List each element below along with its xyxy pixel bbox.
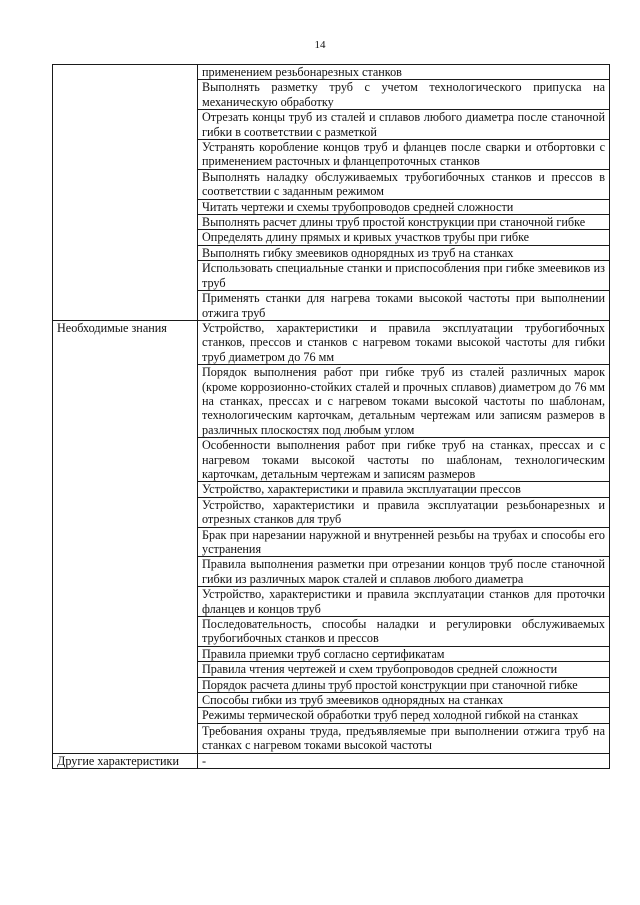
- other-label-cell: Другие характеристики: [53, 753, 198, 768]
- requirement-item: Порядок расчета длины труб простой конструкции при станочной гибке: [198, 677, 610, 692]
- requirement-item: Устройство, характеристики и правила эксплуатации резьбонарезных и отрезных станков для труб: [198, 497, 610, 527]
- knowledge-label-cell: Необходимые знания: [53, 320, 198, 753]
- requirement-item: Выполнять расчет длины труб простой конструкции при станочной гибке: [198, 215, 610, 230]
- requirement-item: Применять станки для нагрева токами высокой частоты при выполнении отжига труб: [198, 291, 610, 321]
- requirement-item: Способы гибки из труб змеевиков однорядных на станках: [198, 693, 610, 708]
- requirement-item: Выполнять разметку труб с учетом технологического припуска на механическую обработку: [198, 80, 610, 110]
- requirement-item: Использовать специальные станки и приспособления при гибке змеевиков из труб: [198, 261, 610, 291]
- skills-label-cell: [53, 65, 198, 321]
- table-row: [53, 320, 610, 364]
- requirement-item: Последовательность, способы наладки и регулировки обслуживаемых трубогибочных станков и прессов: [198, 617, 610, 647]
- requirement-item: Устройство, характеристики и правила эксплуатации прессов: [198, 482, 610, 497]
- requirement-item: Читать чертежи и схемы трубопроводов средней сложности: [198, 199, 610, 214]
- table-row: [53, 65, 610, 80]
- requirement-item: Правила выполнения разметки при отрезании концов труб после станочной гибки из различных марок сталей и сплавов любого диаметра: [198, 557, 610, 587]
- requirement-item: Режимы термической обработки труб перед холодной гибкой на станках: [198, 708, 610, 723]
- requirement-item: Порядок выполнения работ при гибке труб из сталей различных марок (кроме коррозионно-стойких сталей и прочных сплавов) диаметром до 76 мм на станках, прессах и с нагревом токами высокой частоты по шаблонам, технологическим карточкам, детальным чертежам или записям размеров в различных плоскостях под любым углом: [198, 365, 610, 438]
- requirements-table: [52, 64, 610, 769]
- table-row: [53, 753, 610, 768]
- requirement-item: Правила приемки труб согласно сертификатам: [198, 646, 610, 661]
- requirement-item: Брак при нарезании наружной и внутренней резьбы на трубах и способы его устранения: [198, 527, 610, 557]
- page-number: 14: [314, 39, 326, 51]
- requirement-item: Правила чтения чертежей и схем трубопроводов средней сложности: [198, 662, 610, 677]
- requirement-item: Требования охраны труда, предъявляемые при выполнении отжига труб на станках с нагревом токами высокой частоты: [198, 723, 610, 753]
- requirement-item: Устранять коробление концов труб и фланцев после сварки и отбортовки с применением расточных и фланцепроточных станков: [198, 140, 610, 170]
- requirement-item: Устройство, характеристики и правила эксплуатации станков для проточки фланцев и концов труб: [198, 587, 610, 617]
- requirement-item: Особенности выполнения работ при гибке труб на станках, прессах и с нагревом токами высокой частоты по шаблонам, технологическим карточкам, детальным чертежам и записям размеров: [198, 438, 610, 482]
- other-value-cell: -: [198, 753, 610, 768]
- requirement-item: применением резьбонарезных станков: [198, 65, 610, 80]
- requirement-item: Устройство, характеристики и правила эксплуатации трубогибочных станков, прессов и станков с нагревом токами высокой частоты для гибки труб диаметром до 76 мм: [198, 320, 610, 364]
- requirement-item: Отрезать концы труб из сталей и сплавов любого диаметра после станочной гибки в соответствии с разметкой: [198, 110, 610, 140]
- requirement-item: Определять длину прямых и кривых участков трубы при гибке: [198, 230, 610, 245]
- requirement-item: Выполнять наладку обслуживаемых трубогибочных станков и прессов в соответствии с заданным режимом: [198, 169, 610, 199]
- requirement-item: Выполнять гибку змеевиков однорядных из труб на станках: [198, 245, 610, 260]
